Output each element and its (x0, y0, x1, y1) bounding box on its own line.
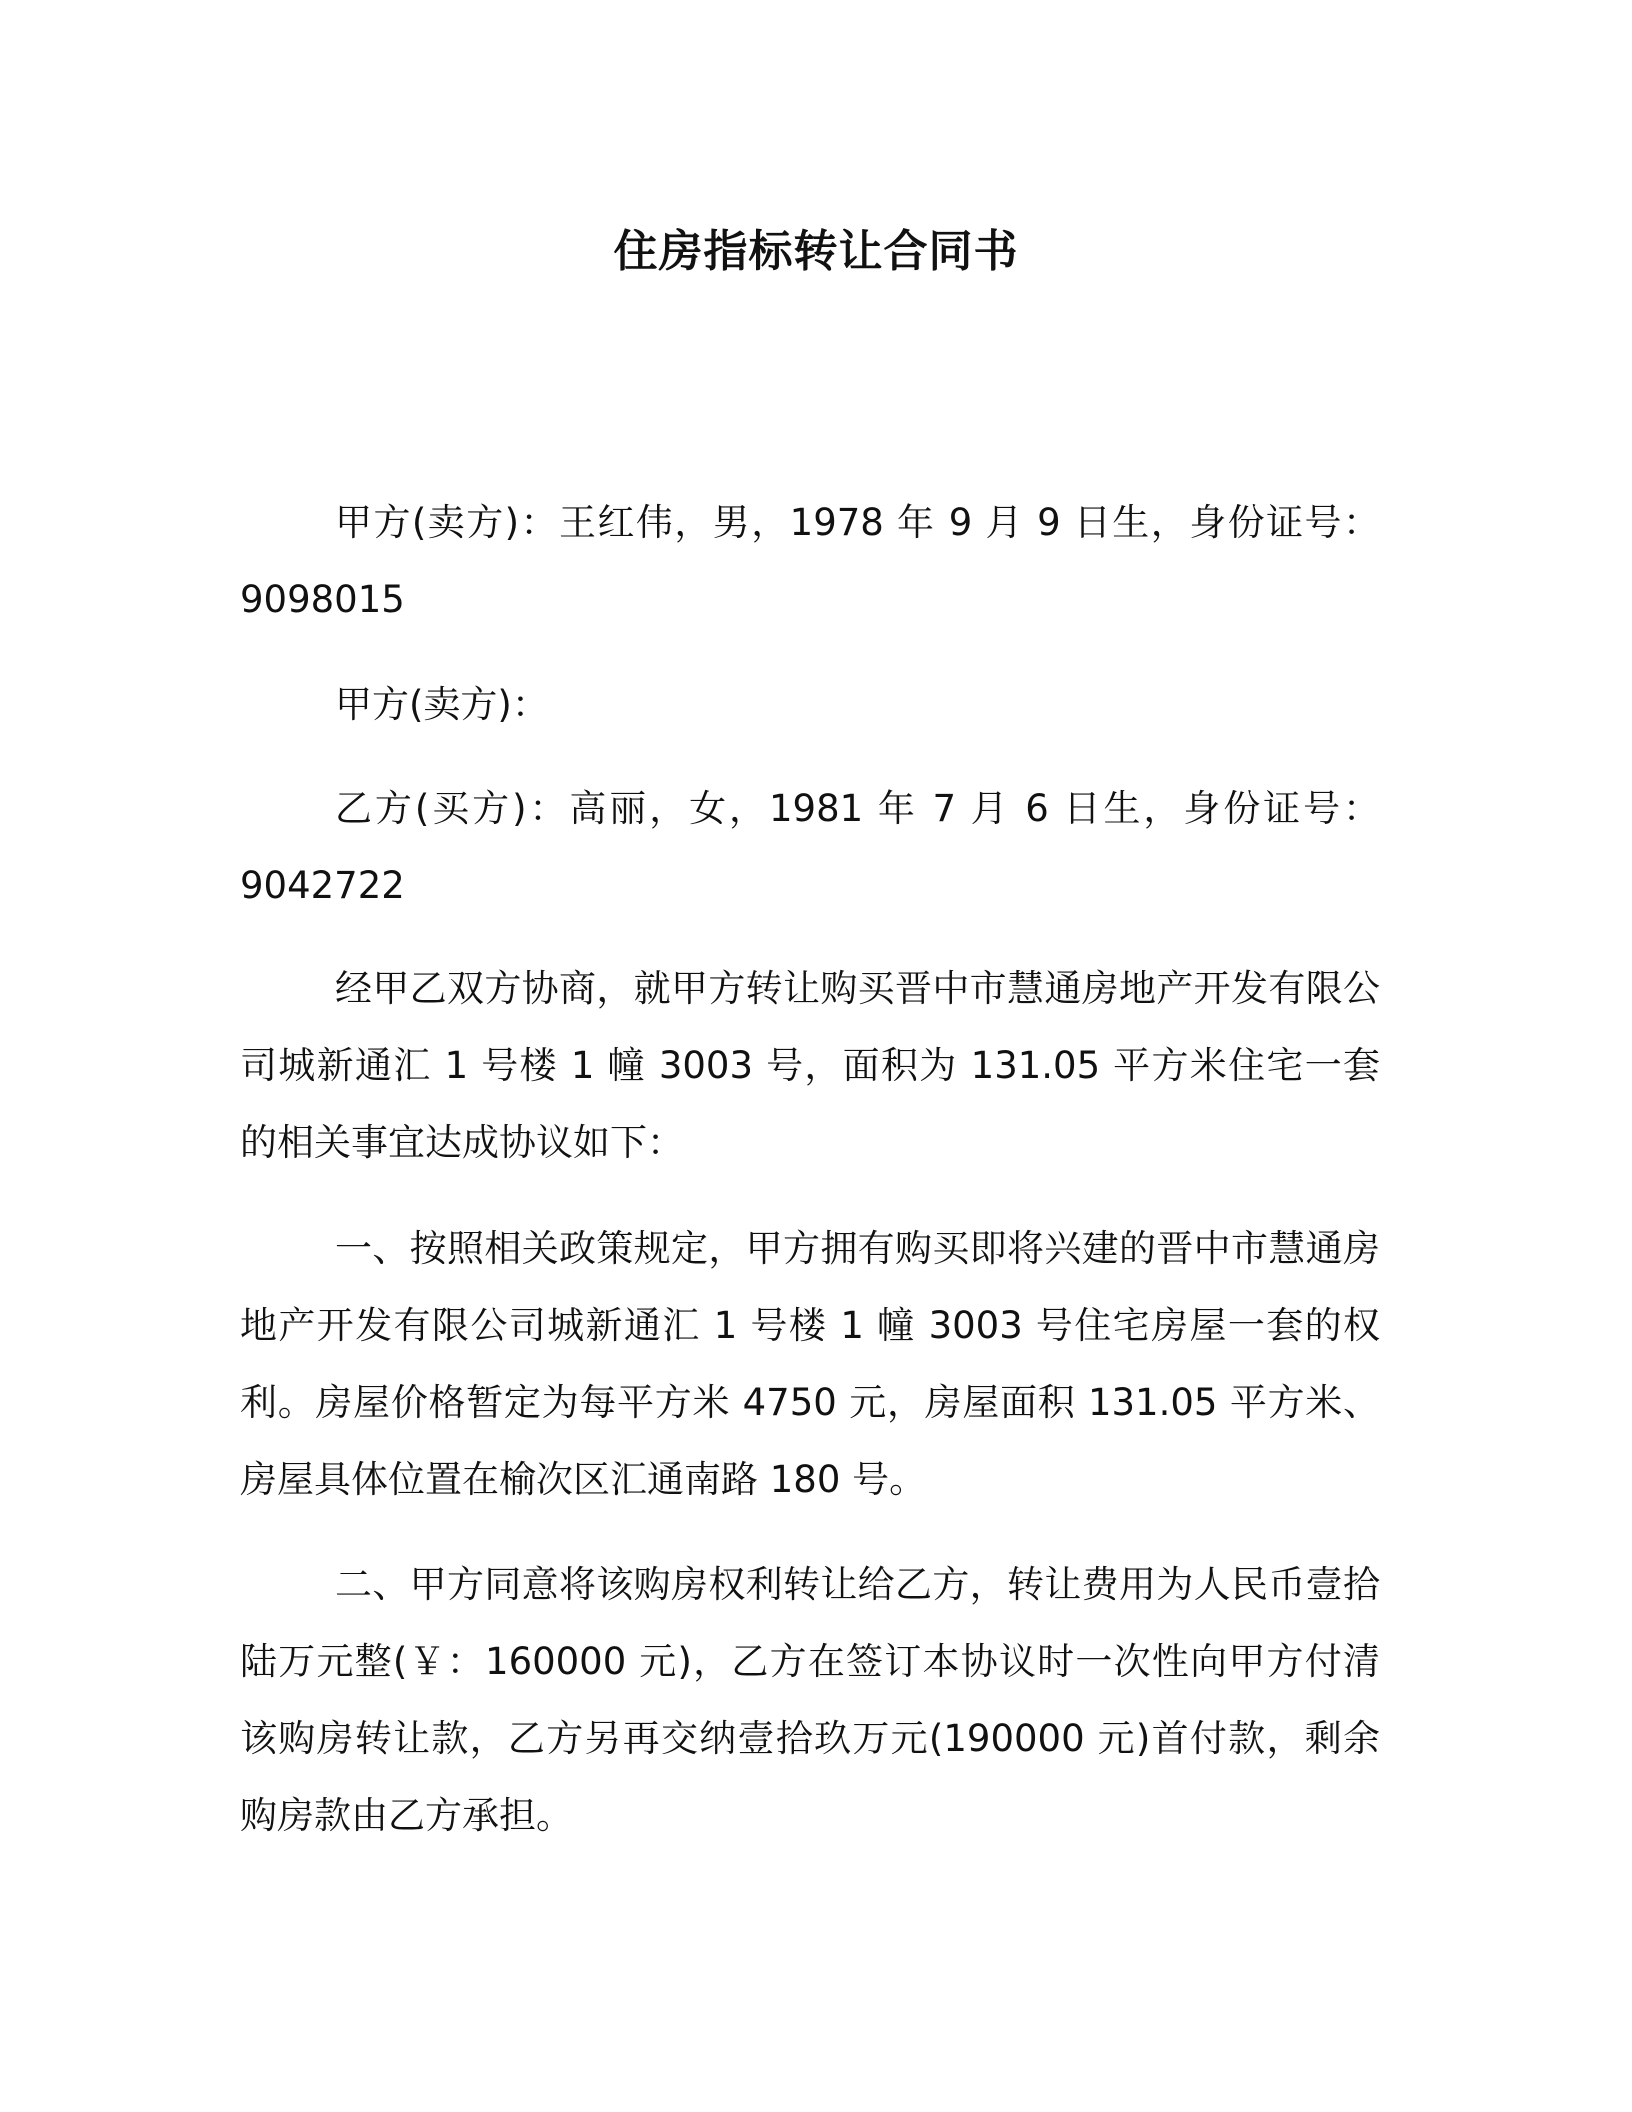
party-b-buyer-info: 乙方(买方)：高丽，女，1981 年 7 月 6 日生，身份证号：9042722 (240, 787, 1380, 907)
party-a-seller-info: 甲方(卖方)：王红伟，男，1978 年 9 月 9 日生，身份证号：9098015 (240, 501, 1380, 621)
agreement-preamble: 经甲乙双方协商，就甲方转让购买晋中市慧通房地产开发有限公司城新通汇 1 号楼 1 幢 3003 号，面积为 131.05 平方米住宅一套的相关事宜达成协议如下： (240, 967, 1380, 1164)
document-title: 住房指标转让合同书 (613, 226, 1019, 277)
clause-one: 一、按照相关政策规定，甲方拥有购买即将兴建的晋中市慧通房地产开发有限公司城新通汇 1 号楼 1 幢 3003 号住宅房屋一套的权利。房屋价格暂定为每平方米 4750 元，房屋面积 131.05 平方米、房屋具体位置在榆次区汇通南路 180 号。 (240, 1227, 1380, 1501)
clause-two: 二、甲方同意将该购房权利转让给乙方，转让费用为人民币壹拾陆万元整(￥：160000 元)，乙方在签订本协议时一次性向甲方付清该购房转让款，乙方另再交纳壹拾玖万元(190000 元)首付款，剩余购房款由乙方承担。 (240, 1563, 1380, 1837)
party-a-seller-blank: 甲方(卖方)： (335, 683, 549, 726)
